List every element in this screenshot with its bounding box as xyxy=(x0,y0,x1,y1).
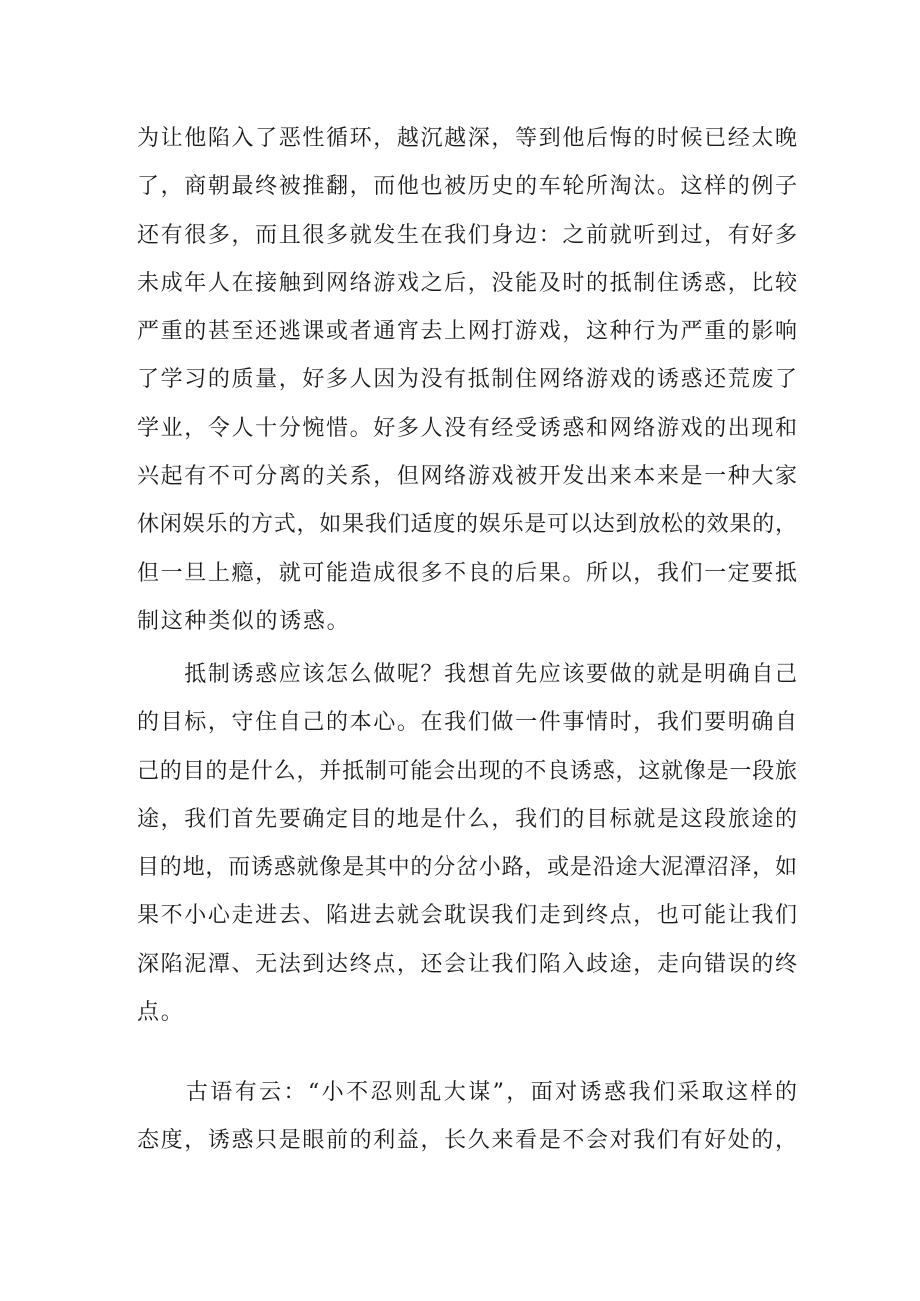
paragraph-line: 古语有云：“小不忍则乱大谋”，面对诱惑我们采取这样的 xyxy=(137,1080,797,1105)
paragraph-line: 了，商朝最终被推翻，而他也被历史的车轮所淘汰。这样的例子 xyxy=(137,174,797,200)
paragraph-line: 制这种类似的诱惑。 xyxy=(137,608,351,634)
paragraph-line: 的目标，守住自己的本心。在我们做一件事情时，我们要明确自 xyxy=(137,710,797,736)
paragraph-line: 了学习的质量，好多人因为没有抵制住网络游戏的诱惑还荒废了 xyxy=(137,367,797,393)
paragraph-line: 抵制诱惑应该怎么做呢？我想首先应该要做的就是明确自己 xyxy=(137,662,797,687)
paragraph-line: 还有很多，而且很多就发生在我们身边：之前就听到过，有好多 xyxy=(137,222,797,248)
paragraph-line: 己的目的是什么，并抵制可能会出现的不良诱惑，这就像是一段旅 xyxy=(137,758,797,784)
paragraph-line: 未成年人在接触到网络游戏之后，没能及时的抵制住诱惑，比较 xyxy=(137,270,797,296)
paragraph-line: 但一旦上瘾，就可能造成很多不良的后果。所以，我们一定要抵 xyxy=(137,560,797,586)
paragraph-3 xyxy=(137,1069,797,1166)
paragraph-line: 态度，诱惑只是眼前的利益，长久来看是不会对我们有好处的， xyxy=(137,1128,797,1154)
paragraph-line: 休闲娱乐的方式，如果我们适度的娱乐是可以达到放松的效果的， xyxy=(137,512,797,538)
paragraph-line: 点。 xyxy=(137,1000,185,1026)
paragraph-line: 目的地，而诱惑就像是其中的分岔小路，或是沿途大泥潭沼泽，如 xyxy=(137,855,797,881)
paragraph-line: 途，我们首先要确定目的地是什么，我们的目标就是这段旅途的 xyxy=(137,806,797,832)
paragraph-line: 为让他陷入了恶性循环，越沉越深，等到他后悔的时候已经太晚 xyxy=(137,126,797,151)
paragraph-line: 学业，令人十分惋惜。好多人没有经受诱惑和网络游戏的出现和 xyxy=(137,415,797,441)
paragraph-1 xyxy=(137,115,797,646)
paragraph-line: 兴起有不可分离的关系，但网络游戏被开发出来本来是一种大家 xyxy=(137,464,797,490)
paragraph-line: 严重的甚至还逃课或者通宵去上网打游戏，这种行为严重的影响 xyxy=(137,319,797,345)
paragraph-line: 深陷泥潭、无法到达终点，还会让我们陷入歧途，走向错误的终 xyxy=(137,951,797,977)
paragraph-line: 果不小心走进去、陷进去就会耽误我们走到终点，也可能让我们 xyxy=(137,903,797,929)
paragraph-2 xyxy=(137,651,797,1037)
